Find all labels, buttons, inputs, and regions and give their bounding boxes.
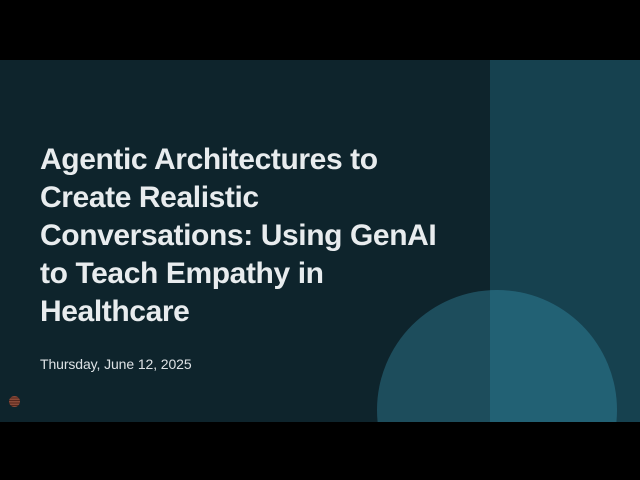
slide-title-line: Conversations: Using GenAI <box>40 219 437 252</box>
slide <box>0 60 640 422</box>
letterbox-bottom <box>0 422 640 480</box>
layered-stack-logo-icon <box>9 396 20 407</box>
letterbox-top <box>0 0 640 60</box>
slide-title-line: Create Realistic <box>40 181 259 214</box>
slide-title-line: to Teach Empathy in <box>40 257 324 290</box>
slide-title <box>40 141 495 331</box>
slide-title-line: Healthcare <box>40 295 190 328</box>
slide-title-line: Agentic Architectures to <box>40 143 378 176</box>
slide-date: Thursday, June 12, 2025 <box>40 356 192 372</box>
